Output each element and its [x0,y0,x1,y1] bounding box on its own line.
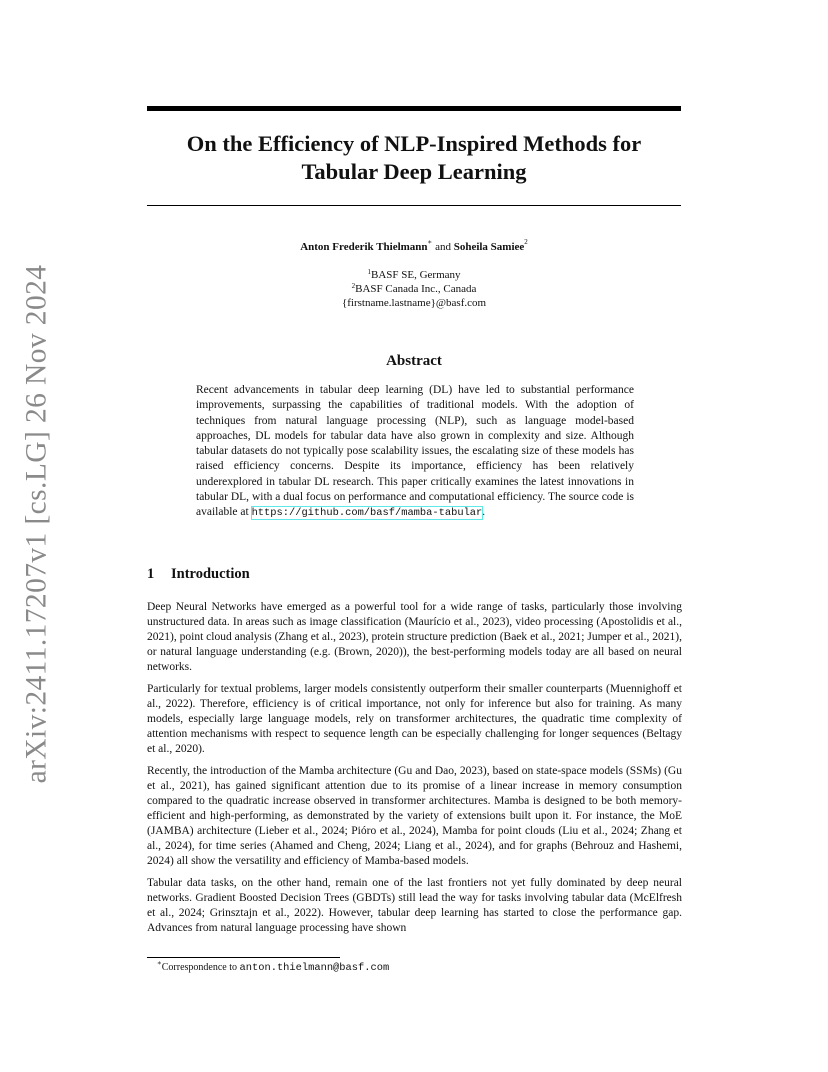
title-rule-bottom [147,205,681,206]
author-and: and [435,241,451,253]
footnote-text: Correspondence to [161,962,238,973]
abstract-heading: Abstract [386,353,442,369]
abstract-body [196,383,634,522]
paragraph: Tabular data tasks, on the other hand, remain one of the last frontiers not yet fully dominated by deep neural networks. Gradient Boosted Decision Trees (GBDTs) still lead the way for tasks involving tabular data (McElfresh et al., 2024; Grinsztajn et al., 2022). However, tabular deep learning has started to close the performance gap. Advances from natural language processing have shown [147,877,682,934]
introduction-body [147,600,682,943]
paragraph: Deep Neural Networks have emerged as a powerful tool for a wide range of tasks, particularly those involving unstructured data. In areas such as image classification (Maurício et al., 2023), video processing (Apostolidis et al., 2021), point cloud analysis (Zhang et al., 2023), protein structure prediction (Baek et al., 2021; Jumper et al., 2021), or natural language understanding (e.g. (Brown, 2020)), the best-performing models today are all based on neural networks. [147,601,682,673]
affiliation-1-text: BASF SE, Germany [370,269,461,281]
paragraph: Recently, the introduction of the Mamba architecture (Gu and Dao, 2023), based on state-space models (SSMs) (Gu et al., 2021), has gained significant attention due to its promise of a linear increase in memory consumption compared to the quadratic increase observed in transformer architectures. Mamba is designed to be both memory-efficient and high-performing, as demonstrated by the variety of extensions built upon it. For instance, the MoE (JAMBA) architecture (Lieber et al., 2024; Pióro et al., 2024), Mamba for point clouds (Liu et al., 2024; Zhang et al., 2024), for time series (Ahamed and Cheng, 2024; Liang et al., 2024), and for graphs (Behrouz and Hashemi, 2024) all show the versatility and efficiency of Mamba-based models. [147,765,682,867]
author-1: Anton Frederik Thielmann [300,241,428,253]
arxiv-identifier [4,264,70,784]
affiliations [147,268,681,310]
paragraph: Particularly for textual problems, larger models consistently outperform their smaller counterparts (Muennighoff et al., 2022). Therefore, efficiency is of critical importance, not only for inference but also for training. As many models, especially large language models, rely on transformer architectures, the quadratic time complexity of attention mechanisms with respect to sequence length can be especially challenging for longer sequences (Beltagy et al., 2020). [147,683,682,755]
affiliation-1-mark: 1 [367,268,371,276]
author-2: Soheila Samiee [453,241,525,253]
affiliation-2 [147,282,681,296]
author-1-mark: ∗ [427,238,433,246]
affiliation-2-mark: 2 [351,282,356,290]
author-line [147,238,681,253]
section-title: Introduction [171,566,250,582]
abstract-end: . [482,506,486,519]
affiliation-2-text: BASF Canada Inc., Canada [355,283,477,295]
footnote-mark: ∗ [157,959,162,967]
affiliation-1 [147,268,681,282]
title-rule-top [147,106,681,111]
arxiv-id-text: arXiv:2411.17207v1 [cs.LG] 26 Nov 2024 [20,264,53,784]
footnote-rule [147,957,340,958]
paper-title: On the Efficiency of NLP-Inspired Methods for Tabular Deep Learning [186,131,642,184]
footnote [157,959,390,974]
section-heading-introduction [147,566,250,583]
source-code-link[interactable]: https://github.com/basf/mamba-tabular [251,507,483,520]
section-number: 1 [147,566,155,582]
author-email: {firstname.lastname}@basf.com [341,297,487,309]
footnote-email: anton.thielmann@basf.com [239,962,390,974]
abstract-text: Recent advancements in tabular deep learning (DL) have led to substantial performance improvements, surpassing the capabilities of traditional models. With the adoption of techniques from natural language processing (NLP), such as language model-based approaches, DL models for tabular data have also grown in complexity and size. Although tabular datasets do not typically pose scalability issues, the escalating size of these models has raised efficiency concerns. Despite its importance, efficiency has been relatively underexplored in tabular DL research. This paper critically examines the latest innovations in tabular DL, with a dual focus on performance and computational efficiency. The source code is available at [196,384,634,519]
author-2-mark: 2 [524,238,528,246]
